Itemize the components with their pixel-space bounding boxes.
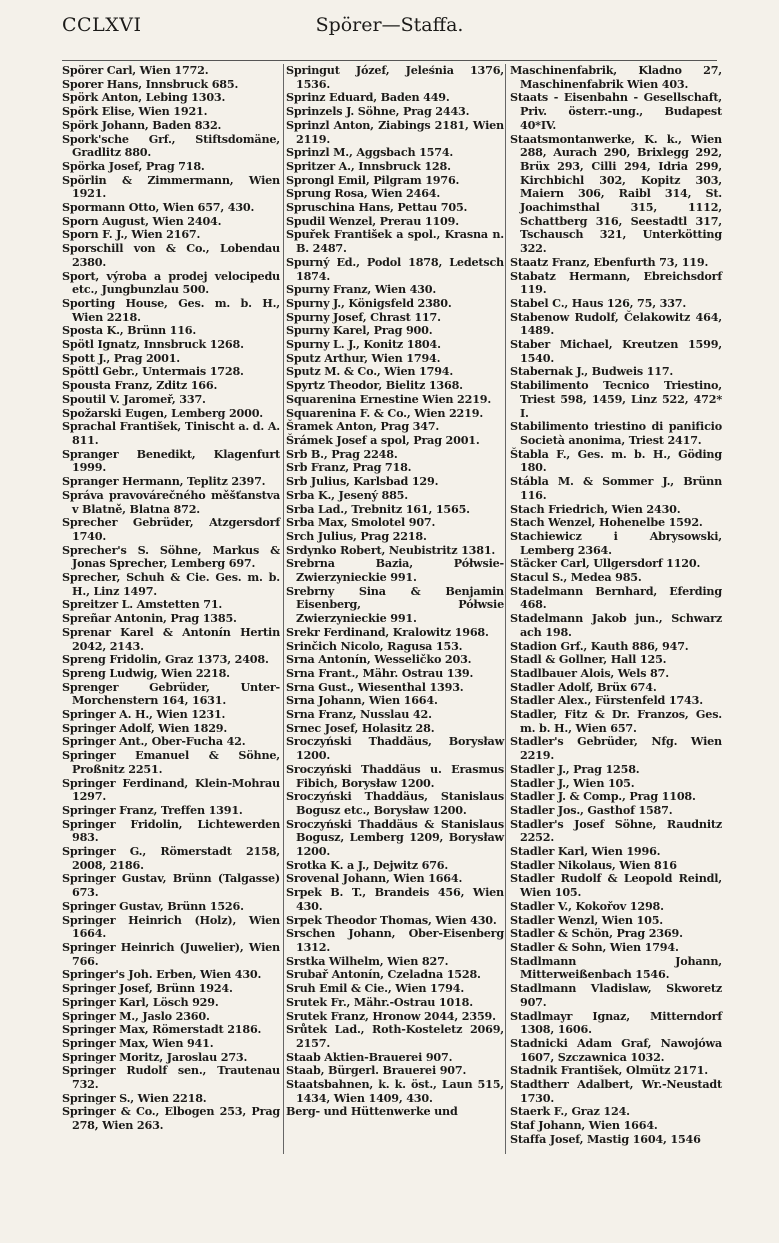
- directory-entry: Stadler's Gebrüder, Nfg. Wien 2219.: [510, 734, 722, 763]
- directory-entry: Srna Frant., Mähr. Ostrau 139.: [286, 665, 474, 680]
- directory-entry: Squarenina Ernestine Wien 2219.: [286, 391, 492, 406]
- directory-entry: Spörlin & Zimmermann, Wien 1921.: [62, 172, 280, 201]
- directory-entry: Sroczyński Thaddäus & Stanislaus Bogusz, Lemberg 1209, Borysław 1200.: [286, 816, 504, 859]
- directory-entry: Stadler, Fitz & Dr. Franzos, Ges. m. b. H., Wien 657.: [510, 707, 722, 735]
- column-1: [62, 64, 280, 1154]
- directory-entry: Stabilimento Tecnico Triestino, Triest 598, 1459, Linz 522, 472* I.: [510, 378, 722, 420]
- directory-entry: Stach Wenzel, Hohenelbe 1592.: [510, 515, 703, 530]
- directory-entry: Spreñar Antonin, Prag 1385.: [62, 611, 237, 626]
- directory-entry: Stäcker Carl, Ullgersdorf 1120.: [510, 556, 701, 571]
- directory-entry: Springer Fridolin, Lichtewerden 983.: [62, 816, 280, 845]
- directory-entry: Stadl & Gollner, Hall 125.: [510, 652, 667, 667]
- directory-entry: Staerk F., Graz 124.: [510, 1104, 630, 1119]
- directory-entry: Šramek Anton, Prag 347.: [286, 419, 440, 434]
- directory-entry: Spurny J., Königsfeld 2380.: [286, 295, 452, 310]
- directory-columns: [62, 64, 722, 1154]
- directory-entry: Springer Rudolf sen., Trautenau 732.: [62, 1063, 280, 1092]
- directory-entry: Springut Józef, Jeleśnia 1376, 1536.: [286, 63, 504, 91]
- directory-entry: Spoutil V. Jaromeř, 337.: [62, 391, 206, 406]
- directory-entry: Springer Moritz, Jaroslau 273.: [62, 1049, 248, 1064]
- directory-entry: Spötl Ignatz, Innsbruck 1268.: [62, 337, 244, 352]
- directory-entry: Spörk Anton, Lebing 1303.: [62, 90, 226, 105]
- directory-entry: Staatsbahnen, k. k. öst., Laun 515, 1434, Wien 1409, 430.: [286, 1077, 504, 1105]
- directory-entry: Spuřek František a spol., Krasna n. B. 2487.: [286, 227, 504, 256]
- directory-entry: Staf Johann, Wien 1664.: [510, 1118, 658, 1133]
- directory-entry: Springer Adolf, Wien 1829.: [62, 720, 228, 735]
- directory-entry: Srůtek Lad., Roth-Kosteletz 2069, 2157.: [286, 1022, 504, 1050]
- directory-entry: Stadion Grf., Kauth 886, 947.: [510, 638, 689, 653]
- directory-entry: Spork'sche Grf., Stiftsdomäne, Gradlitz 880.: [62, 131, 280, 160]
- directory-entry: Srebrna Bazia, Półwsie-Zwierzynieckie 991.: [286, 556, 504, 585]
- directory-entry: Springer Ferdinand, Klein-Mohrau 1297.: [62, 775, 280, 804]
- directory-entry: Stabel C., Haus 126, 75, 337.: [510, 295, 687, 310]
- directory-entry: Sprinzels J. Söhne, Prag 2443.: [286, 104, 470, 119]
- directory-entry: Sprinzl Anton, Ziabings 2181, Wien 2119.: [286, 117, 504, 146]
- directory-entry: Spreng Fridolin, Graz 1373, 2408.: [62, 652, 269, 667]
- page-header: [62, 14, 717, 44]
- directory-entry: Sroczyński Thaddäus, Borysław 1200.: [286, 734, 504, 763]
- directory-entry: Spranger Benedikt, Klagenfurt 1999.: [62, 446, 280, 475]
- directory-entry: Srna Gust., Wiesenthal 1393.: [286, 679, 464, 694]
- directory-entry: Sprecher's S. Söhne, Markus & Jonas Sprecher, Lemberg 697.: [62, 542, 280, 571]
- directory-entry: Spurný Ed., Podol 1878, Ledetsch 1874.: [286, 254, 504, 283]
- directory-entry: Spurny L. J., Konitz 1804.: [286, 337, 441, 352]
- directory-entry: Srstka Wilhelm, Wien 827.: [286, 953, 449, 968]
- directory-entry: Sprecher Gebrüder, Atzgersdorf 1740.: [62, 515, 280, 543]
- directory-entry: Stachiewicz i Abrysowski, Lemberg 2364.: [510, 528, 722, 557]
- directory-entry: Šrámek Josef a spol, Prag 2001.: [286, 432, 480, 447]
- column-2: [286, 64, 504, 1154]
- directory-entry: Spurny Josef, Chrast 117.: [286, 309, 441, 324]
- directory-entry: Srba Lad., Trebnitz 161, 1565.: [286, 501, 470, 516]
- directory-entry: Spudil Wenzel, Prerau 1109.: [286, 213, 459, 228]
- directory-entry: Sporer Hans, Innsbruck 685.: [62, 76, 239, 91]
- directory-entry: Spott J., Prag 2001.: [62, 350, 181, 365]
- directory-entry: Stacul S., Medea 985.: [510, 570, 642, 585]
- directory-entry: Srpek B. T., Brandeis 456, Wien 430.: [286, 885, 504, 913]
- directory-entry: Srotka K. a J., Dejwitz 676.: [286, 857, 449, 872]
- directory-entry: Springer Josef, Brünn 1924.: [62, 981, 233, 996]
- header-rule: [62, 60, 717, 61]
- directory-entry: Spurny Franz, Wien 430.: [286, 282, 437, 297]
- directory-entry: Springer Emanuel & Söhne, Proßnitz 2251.: [62, 748, 280, 776]
- directory-entry: Stadler Wenzl, Wien 105.: [510, 912, 663, 927]
- directory-entry: Springer G., Römerstadt 2158, 2008, 2186.: [62, 844, 280, 872]
- directory-entry: Stadler & Schön, Prag 2369.: [510, 926, 683, 941]
- page-title: Spörer—Staffa.: [315, 14, 464, 36]
- directory-entry: Sporn F. J., Wien 2167.: [62, 227, 201, 242]
- directory-entry: Stadlmayr Ignaz, Mitterndorf 1308, 1606.: [510, 1008, 722, 1037]
- directory-entry: Staffa Josef, Mastig 1604, 1546: [510, 1131, 701, 1146]
- directory-entry: Sprongl Emil, Pilgram 1976.: [286, 172, 460, 187]
- directory-entry: Spöttl Gebr., Untermais 1728.: [62, 364, 244, 379]
- directory-entry: Srb Julius, Karlsbad 129.: [286, 474, 439, 489]
- directory-entry: Maschinenfabrik, Kladno 27, Maschinenfabrik Wien 403.: [510, 63, 722, 91]
- directory-entry: Staber Michael, Kreutzen 1599, 1540.: [510, 337, 722, 365]
- directory-entry: Spreitzer L. Amstetten 71.: [62, 597, 223, 612]
- directory-entry: Sporting House, Ges. m. b. H., Wien 2218.: [62, 295, 280, 324]
- directory-entry: Srna Johann, Wien 1664.: [286, 693, 438, 708]
- directory-entry: Stadelmann Bernhard, Eferding 468.: [510, 583, 722, 612]
- directory-entry: Springer Gustav, Brünn (Talgasse) 673.: [62, 871, 280, 900]
- directory-entry: Spörk Elise, Wien 1921.: [62, 104, 208, 119]
- directory-entry: Springer S., Wien 2218.: [62, 1090, 207, 1105]
- directory-entry: Springer Gustav, Brünn 1526.: [62, 898, 244, 913]
- page-number: CCLXVI: [62, 14, 142, 36]
- directory-entry: Sprinzl M., Aggsbach 1574.: [286, 145, 454, 160]
- directory-entry: Stabatz Hermann, Ebreichsdorf 119.: [510, 268, 722, 297]
- directory-entry: Sprachal František, Tinischt a. d. A. 811.: [62, 419, 280, 447]
- directory-entry: Staab Aktien-Brauerei 907.: [286, 1049, 453, 1064]
- directory-entry: Srch Julius, Prag 2218.: [286, 528, 427, 543]
- directory-entry: Srna Antonín, Wesseličko 203.: [286, 652, 472, 667]
- directory-entry: Stadler Nikolaus, Wien 816: [510, 857, 677, 872]
- directory-entry: Sporschill von & Co., Lobendau 2380.: [62, 241, 280, 269]
- directory-entry: Srinčich Nicolo, Ragusa 153.: [286, 638, 463, 653]
- directory-entry: Springer Max, Römerstadt 2186.: [62, 1022, 262, 1037]
- directory-entry: Stadler J., Wien 105.: [510, 775, 635, 790]
- directory-entry: Springer Max, Wien 941.: [62, 1035, 214, 1050]
- directory-entry: Sport, výroba a prodej velocipedu etc., Jungbunzlau 500.: [62, 268, 280, 297]
- directory-entry: Stadlmann Johann, Mitterweißenbach 1546.: [510, 953, 722, 982]
- directory-entry: Stabilimento triestino di panificio Società anonima, Triest 2417.: [510, 419, 722, 447]
- directory-entry: Srba K., Jesený 885.: [286, 487, 408, 502]
- directory-entry: Stadler V., Kokořov 1298.: [510, 898, 664, 913]
- directory-entry: Spörer Carl, Wien 1772.: [62, 63, 209, 77]
- directory-entry: Srutek Franz, Hronow 2044, 2359.: [286, 1008, 496, 1023]
- directory-entry: Sprung Rosa, Wien 2464.: [286, 186, 441, 201]
- directory-entry: Srnec Josef, Holasitz 28.: [286, 720, 435, 735]
- directory-entry: Srovenal Johann, Wien 1664.: [286, 871, 463, 886]
- directory-entry: Spurny Karel, Prag 900.: [286, 323, 433, 338]
- column-3: [510, 64, 722, 1154]
- directory-entry: Sprecher, Schuh & Cie. Ges. m. b. H., Linz 1497.: [62, 570, 280, 598]
- directory-entry: Spousta Franz, Zditz 166.: [62, 378, 218, 393]
- directory-entry: Stadler Karl, Wien 1996.: [510, 844, 661, 859]
- directory-entry: Squarenina F. & Co., Wien 2219.: [286, 405, 484, 420]
- directory-entry: Springer Ant., Ober-Fucha 42.: [62, 734, 246, 749]
- directory-entry: Stadler Alex., Fürstenfeld 1743.: [510, 693, 703, 708]
- directory-entry: Stadlmann Vladislaw, Skworetz 907.: [510, 981, 722, 1009]
- directory-entry: Staatz Franz, Ebenfurth 73, 119.: [510, 254, 709, 269]
- directory-entry: Stadler's Josef Söhne, Raudnitz 2252.: [510, 816, 722, 845]
- directory-entry: Štabla F., Ges. m. b. H., Göding 180.: [510, 446, 722, 475]
- directory-entry: Srdynko Robert, Neubistritz 1381.: [286, 542, 496, 557]
- directory-entry: Sprenar Karel & Antonín Hertin 2042, 2143.: [62, 624, 280, 653]
- directory-entry: Stadler Jos., Gasthof 1587.: [510, 802, 673, 817]
- directory-entry: Berg- und Hüttenwerke und: [286, 1104, 458, 1119]
- directory-entry: Stabenow Rudolf, Čelakowitz 464, 1489.: [510, 309, 722, 338]
- directory-entry: Srb B., Prag 2248.: [286, 446, 398, 461]
- directory-entry: Srna Franz, Nusslau 42.: [286, 707, 432, 722]
- directory-entry: Stadler J. & Comp., Prag 1108.: [510, 789, 696, 804]
- directory-entry: Spörk Johann, Baden 832.: [62, 117, 222, 132]
- directory-entry: Spörka Josef, Prag 718.: [62, 158, 205, 173]
- directory-entry: Stadler Adolf, Brüx 674.: [510, 679, 657, 694]
- directory-entry: Stadnicki Adam Graf, Nawojówa 1607, Szczawnica 1032.: [510, 1035, 722, 1064]
- directory-entry: Spruschina Hans, Pettau 705.: [286, 200, 468, 215]
- directory-entry: Spormann Otto, Wien 657, 430.: [62, 200, 255, 215]
- directory-entry: Spyrtz Theodor, Bielitz 1368.: [286, 378, 463, 393]
- directory-entry: Srubař Antonín, Czeladna 1528.: [286, 967, 481, 982]
- directory-entry: Springer Karl, Lösch 929.: [62, 994, 219, 1009]
- directory-entry: Sroczyński Thaddäus u. Erasmus Fibich, Borysław 1200.: [286, 761, 504, 790]
- directory-entry: Sprinz Eduard, Baden 449.: [286, 90, 450, 105]
- directory-entry: Spritzer A., Innsbruck 128.: [286, 158, 451, 173]
- directory-entry: Sroczyński Thaddäus, Stanislaus Bogusz etc., Borysław 1200.: [286, 789, 504, 817]
- directory-entry: Stadler J., Prag 1258.: [510, 761, 640, 776]
- directory-entry: Správa pravovárečného měšťanstva v Blatně, Blatna 872.: [62, 487, 280, 516]
- directory-entry: Srschen Johann, Ober-Eisenberg 1312.: [286, 926, 504, 954]
- directory-entry: Sputz Arthur, Wien 1794.: [286, 350, 441, 365]
- directory-entry: Springer Heinrich (Holz), Wien 1664.: [62, 912, 280, 941]
- directory-entry: Stadelmann Jakob jun., Schwarz ach 198.: [510, 611, 722, 639]
- directory-entry: Stadtherr Adalbert, Wr.-Neustadt 1730.: [510, 1077, 722, 1105]
- directory-entry: Srekr Ferdinand, Kralowitz 1968.: [286, 624, 489, 639]
- directory-entry: Stadler & Sohn, Wien 1794.: [510, 940, 679, 954]
- directory-entry: Stabernak J., Budweis 117.: [510, 364, 674, 379]
- directory-entry: Springer's Joh. Erben, Wien 430.: [62, 967, 262, 982]
- directory-entry: Stadlbauer Alois, Wels 87.: [510, 665, 669, 680]
- directory-entry: Srebrny Sina & Benjamin Eisenberg, Półwsie Zwierzynieckie 991.: [286, 583, 504, 626]
- directory-entry: Sporn August, Wien 2404.: [62, 213, 222, 228]
- directory-entry: Stábla M. & Sommer J., Brünn 116.: [510, 474, 722, 502]
- directory-entry: Springer A. H., Wien 1231.: [62, 707, 226, 722]
- directory-entry: Stadler Rudolf & Leopold Reindl, Wien 105.: [510, 871, 722, 900]
- directory-entry: Springer Franz, Treffen 1391.: [62, 802, 243, 817]
- directory-entry: Staatsmontanwerke, K. k., Wien 288, Aurach 290, Brixlegg 292, Brüx 293, Cilli 294, Idria 299, Kirchbichl 302, Kopitz 303, Maiern 306, Raibl 314, St. Joachimsthal 315, 1112, Schattberg 316, Seestadtl 317, Tschausch 321, Unterkötting 322.: [510, 131, 722, 256]
- directory-entry: Springer & Co., Elbogen 253, Prag 278, Wien 263.: [62, 1104, 280, 1133]
- directory-entry: Spreng Ludwig, Wien 2218.: [62, 665, 230, 680]
- directory-entry: Sposta K., Brünn 116.: [62, 323, 197, 338]
- directory-entry: Springer M., Jaslo 2360.: [62, 1008, 210, 1023]
- directory-entry: Stadnik František, Olmütz 2171.: [510, 1063, 708, 1078]
- directory-entry: Sruh Emil & Cie., Wien 1794.: [286, 981, 465, 996]
- directory-entry: Springer Heinrich (Juwelier), Wien 766.: [62, 940, 280, 968]
- directory-entry: Srpek Theodor Thomas, Wien 430.: [286, 912, 497, 927]
- directory-entry: Spranger Hermann, Teplitz 2397.: [62, 474, 266, 489]
- directory-entry: Stach Friedrich, Wien 2430.: [510, 501, 681, 516]
- directory-entry: Srb Franz, Prag 718.: [286, 460, 412, 475]
- directory-entry: Spožarski Eugen, Lemberg 2000.: [62, 405, 263, 420]
- directory-entry: Staab, Bürgerl. Brauerei 907.: [286, 1063, 467, 1078]
- directory-entry: Sputz M. & Co., Wien 1794.: [286, 364, 454, 379]
- directory-entry: Srba Max, Smolotel 907.: [286, 515, 436, 530]
- directory-entry: Sprenger Gebrüder, Unter-Morchenstern 164, 1631.: [62, 679, 280, 708]
- directory-entry: Srutek Fr., Mähr.-Ostrau 1018.: [286, 994, 473, 1009]
- directory-entry: Staats - Eisenbahn - Gesellschaft, Priv. österr.-ung., Budapest 40*IV.: [510, 90, 722, 132]
